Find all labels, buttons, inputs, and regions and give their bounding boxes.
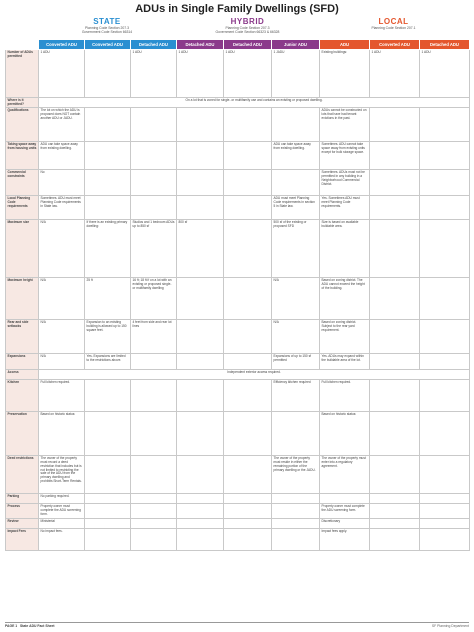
table-cell: Property owner must complete the ADU screening form.	[39, 504, 85, 518]
table-cell	[420, 142, 470, 170]
table-cell: Sometimes. ADU must meet Planning Code requirements in State law.	[39, 196, 85, 220]
row-label: Impact Fees	[6, 528, 39, 550]
table-cell	[177, 278, 224, 320]
table-cell: N/A	[272, 320, 320, 354]
table-row	[6, 278, 470, 320]
row-label: Preservation	[6, 412, 39, 456]
table-row	[6, 170, 470, 196]
table-cell: 4 feet from side and rear lot lines	[131, 320, 177, 354]
table-cell	[370, 108, 420, 142]
table-cell	[85, 142, 131, 170]
footer	[5, 624, 469, 630]
table-cell: N/A	[272, 278, 320, 320]
table-cell: Sometimes. ADU cannot take space away from existing units except for bulk storage space.	[320, 142, 370, 170]
table-cell	[370, 142, 420, 170]
row-label: Where is it permitted?	[6, 98, 39, 108]
adu-comparison-table	[5, 39, 470, 551]
table-cell: N/A	[39, 220, 85, 278]
table-cell	[420, 504, 470, 518]
table-cell	[85, 456, 131, 494]
table-cell	[224, 494, 272, 504]
table-cell	[420, 528, 470, 550]
table-cell	[177, 170, 224, 196]
table-cell	[131, 108, 177, 142]
table-row	[6, 108, 470, 142]
table-cell: Discretionary	[320, 518, 370, 528]
footer-doc-title: State ADU Fact Sheet	[20, 624, 55, 628]
table-cell: If there is an existing primary dwelling:	[85, 220, 131, 278]
table-cell	[370, 320, 420, 354]
table-cell: The lot on which the ADU is proposed does NOT contain another ADU or JADU.	[39, 108, 85, 142]
table-cell: 1 JADU	[272, 50, 320, 98]
table-cell: 1 ADU	[39, 50, 85, 98]
table-cell: Yes. Expansions are limited to the restrictions above.	[85, 354, 131, 370]
table-cell	[131, 196, 177, 220]
group-local	[319, 17, 468, 30]
column-header: Detached ADU	[177, 40, 224, 50]
table-cell	[85, 108, 131, 142]
table-cell	[131, 412, 177, 456]
table-cell: The owner of the property must reside in either the remaining portion of the primary dwelling or the JADU.	[272, 456, 320, 494]
row-label: Review	[6, 518, 39, 528]
table-row	[6, 142, 470, 170]
table-cell	[177, 320, 224, 354]
table-cell	[177, 518, 224, 528]
group-hybrid-name: HYBRID	[230, 17, 265, 26]
row-label: Access	[6, 370, 39, 380]
table-cell: 1 ADU	[131, 50, 177, 98]
table-cell: Based on zoning district. The ADU cannot exceed the height of the building.	[320, 278, 370, 320]
table-cell	[370, 196, 420, 220]
table-cell: Expansions of up to 150 sf permitted	[272, 354, 320, 370]
table-cell: 1 ADU	[420, 50, 470, 98]
column-header: Junior ADU	[272, 40, 320, 50]
column-header: Detached ADU	[420, 40, 470, 50]
table-cell	[224, 412, 272, 456]
table-row	[6, 98, 470, 108]
table-cell: ADUs cannot be constructed on lots that have had tenant evictions in the past.	[320, 108, 370, 142]
table-cell	[131, 142, 177, 170]
table-cell: Expansion to an existing building is allowed up to 150 square feet.	[85, 320, 131, 354]
table-cell: Ministerial	[39, 518, 85, 528]
column-header: Converted ADU	[39, 40, 85, 50]
row-label: Expansions	[6, 354, 39, 370]
table-cell: Existing buildings:	[320, 50, 370, 98]
table-cell	[177, 494, 224, 504]
table-cell	[131, 354, 177, 370]
row-label: Number of ADUs permitted	[6, 50, 39, 98]
table-cell: 1 ADU	[177, 50, 224, 98]
column-header: Converted ADU	[370, 40, 420, 50]
table-cell: No impact fees.	[39, 528, 85, 550]
table-row	[6, 220, 470, 278]
table-cell: N/A	[39, 278, 85, 320]
table-cell: ADU can take space away from existing dwelling.	[272, 142, 320, 170]
table-row	[6, 196, 470, 220]
group-state-sub2: Government Code Section 66314	[81, 30, 133, 34]
table-row	[6, 456, 470, 494]
table-cell	[85, 50, 131, 98]
table-cell: N/A	[39, 354, 85, 370]
table-cell	[370, 220, 420, 278]
table-cell	[370, 504, 420, 518]
table-cell: Based on zoning district. Subject to the rear yard requirement.	[320, 320, 370, 354]
row-label: Commercial constraints	[6, 170, 39, 196]
table-row	[6, 518, 470, 528]
column-header: Converted ADU	[85, 40, 131, 50]
table-cell: Based on historic status:	[320, 412, 370, 456]
table-cell	[224, 320, 272, 354]
table-cell: Sometimes. ADUs must not be permitted in any building in a Neighborhood Commercial District.	[320, 170, 370, 196]
table-cell	[420, 170, 470, 196]
table-cell	[420, 196, 470, 220]
table-cell	[420, 108, 470, 142]
table-cell: Impact fees apply.	[320, 528, 370, 550]
table-cell: 1 ADU	[370, 50, 420, 98]
table-cell: The owner of the property must enter into a regulatory agreement.	[320, 456, 370, 494]
table-cell	[224, 196, 272, 220]
row-label: Parking	[6, 494, 39, 504]
table-cell: Efficiency kitchen required	[272, 380, 320, 412]
table-cell: Based on historic status:	[39, 412, 85, 456]
footer-rule	[5, 622, 469, 623]
header-corner	[6, 40, 39, 50]
table-cell: No parking required.	[39, 494, 85, 504]
table-cell	[224, 142, 272, 170]
row-label: Rear and side setbacks	[6, 320, 39, 354]
table-cell	[224, 170, 272, 196]
table-cell	[370, 170, 420, 196]
table-cell	[177, 354, 224, 370]
footer-org: SF Planning Department	[431, 624, 469, 628]
table-cell: Full kitchen required.	[320, 380, 370, 412]
table-cell	[224, 354, 272, 370]
group-local-sub1: Planning Code Section 207.1	[371, 26, 416, 30]
column-header: ADU	[320, 40, 370, 50]
table-cell: N/A	[39, 320, 85, 354]
table-cell	[272, 108, 320, 142]
table-cell	[224, 528, 272, 550]
table-cell	[272, 528, 320, 550]
table-cell	[85, 528, 131, 550]
group-hybrid-sub1: Planning Code Section 207.3	[225, 26, 270, 30]
table-cell	[224, 278, 272, 320]
table-cell	[370, 456, 420, 494]
table-cell	[320, 494, 370, 504]
table-cell	[224, 220, 272, 278]
group-state-name: STATE	[93, 17, 121, 26]
page-title: ADUs in Single Family Dwellings (SFD)	[135, 3, 339, 15]
table-cell: The owner of the property must record a deed restriction that includes but is not limited to restricting the sale of the ADU from the primary dwelling and prohibits Short-Term Rentals.	[39, 456, 85, 494]
table-cell: 16 ft; 18 ft if on a lot with an existing or proposed single- or multifamily dwelling	[131, 278, 177, 320]
table-cell	[272, 518, 320, 528]
table-row	[6, 494, 470, 504]
table-cell	[370, 278, 420, 320]
row-label: Taking space away from housing units	[6, 142, 39, 170]
table-cell	[177, 196, 224, 220]
table-cell	[85, 504, 131, 518]
table-cell	[420, 278, 470, 320]
row-label: Qualifications	[6, 108, 39, 142]
row-label: Kitchen	[6, 380, 39, 412]
table-cell	[131, 170, 177, 196]
table-cell	[85, 494, 131, 504]
table-row	[6, 354, 470, 370]
table-row	[6, 50, 470, 98]
footer-page	[5, 624, 55, 628]
group-state	[38, 17, 176, 34]
table-cell	[272, 170, 320, 196]
table-cell: Yes. ADUs may expand within the buildable area of the lot.	[320, 354, 370, 370]
table-cell	[370, 494, 420, 504]
table-cell: Yes. Sometimes ADU must meet Planning Code requirements.	[320, 196, 370, 220]
table-cell: 25 ft	[85, 278, 131, 320]
table-cell	[272, 504, 320, 518]
table-cell	[177, 504, 224, 518]
table-cell	[85, 380, 131, 412]
table-header-row	[6, 40, 470, 50]
table-body	[6, 50, 470, 551]
table-cell	[370, 380, 420, 412]
table-cell	[420, 380, 470, 412]
table-cell	[420, 494, 470, 504]
table-cell	[85, 518, 131, 528]
footer-page-label: PAGE 1	[5, 624, 18, 628]
column-header: Detached ADU	[131, 40, 177, 50]
table-cell	[177, 142, 224, 170]
table-cell	[420, 354, 470, 370]
table-cell: No	[39, 170, 85, 196]
group-hybrid	[176, 17, 319, 34]
group-hybrid-sub2: Government Code Section 66323 & 66328	[215, 30, 280, 34]
table-cell	[85, 170, 131, 196]
table-row	[6, 370, 470, 380]
table-cell	[370, 518, 420, 528]
table-row	[6, 380, 470, 412]
table-cell	[272, 412, 320, 456]
table-cell: 800 sf	[177, 220, 224, 278]
column-groups	[38, 17, 468, 39]
table-cell: Full kitchen required.	[39, 380, 85, 412]
table-cell	[224, 108, 272, 142]
group-local-name: LOCAL	[378, 17, 409, 26]
group-state-sub1: Planning Code Section 207.3	[85, 26, 129, 30]
table-cell	[131, 528, 177, 550]
table-cell: Size is based on available buildable area.	[320, 220, 370, 278]
table-row	[6, 412, 470, 456]
table-cell	[224, 456, 272, 494]
row-span-cell: Independent exterior access required.	[39, 370, 470, 380]
table-cell	[131, 456, 177, 494]
table-cell	[224, 518, 272, 528]
table-cell	[420, 518, 470, 528]
table-cell	[131, 504, 177, 518]
table-cell	[224, 504, 272, 518]
table-cell	[177, 108, 224, 142]
table-cell	[131, 518, 177, 528]
table-cell	[85, 196, 131, 220]
row-label: Local Planning Code requirements	[6, 196, 39, 220]
table-cell	[131, 494, 177, 504]
row-span-cell: On a lot that is zoned for single- or multifamily use and contains an existing or proposed dwelling.	[39, 98, 470, 108]
table-cell	[224, 380, 272, 412]
table-cell	[420, 412, 470, 456]
table-cell	[177, 528, 224, 550]
table-cell	[177, 412, 224, 456]
table-cell: Property owner must complete the ADU screening form.	[320, 504, 370, 518]
row-label: Deed restrictions	[6, 456, 39, 494]
table-cell	[370, 412, 420, 456]
table-cell	[272, 494, 320, 504]
table-cell	[177, 380, 224, 412]
table-row	[6, 528, 470, 550]
table-cell	[420, 456, 470, 494]
table-cell: ADU can take space away from existing dwelling.	[39, 142, 85, 170]
table-row	[6, 504, 470, 518]
row-label: Maximum height	[6, 278, 39, 320]
table-cell: 500 sf of the existing or proposed SFD	[272, 220, 320, 278]
table-cell	[177, 456, 224, 494]
table-row	[6, 320, 470, 354]
table-cell	[420, 220, 470, 278]
row-label: Maximum size	[6, 220, 39, 278]
column-header: Detached ADU	[224, 40, 272, 50]
table-cell: ADU must meet Planning Code requirements in section 5 in State law.	[272, 196, 320, 220]
table-cell	[85, 412, 131, 456]
table-cell: Studios and 1 bedroom ADUs up to 850 sf	[131, 220, 177, 278]
table-cell: 1 ADU	[224, 50, 272, 98]
row-label: Process	[6, 504, 39, 518]
table-cell	[131, 380, 177, 412]
table-cell	[420, 320, 470, 354]
table-cell	[370, 528, 420, 550]
table-cell	[370, 354, 420, 370]
